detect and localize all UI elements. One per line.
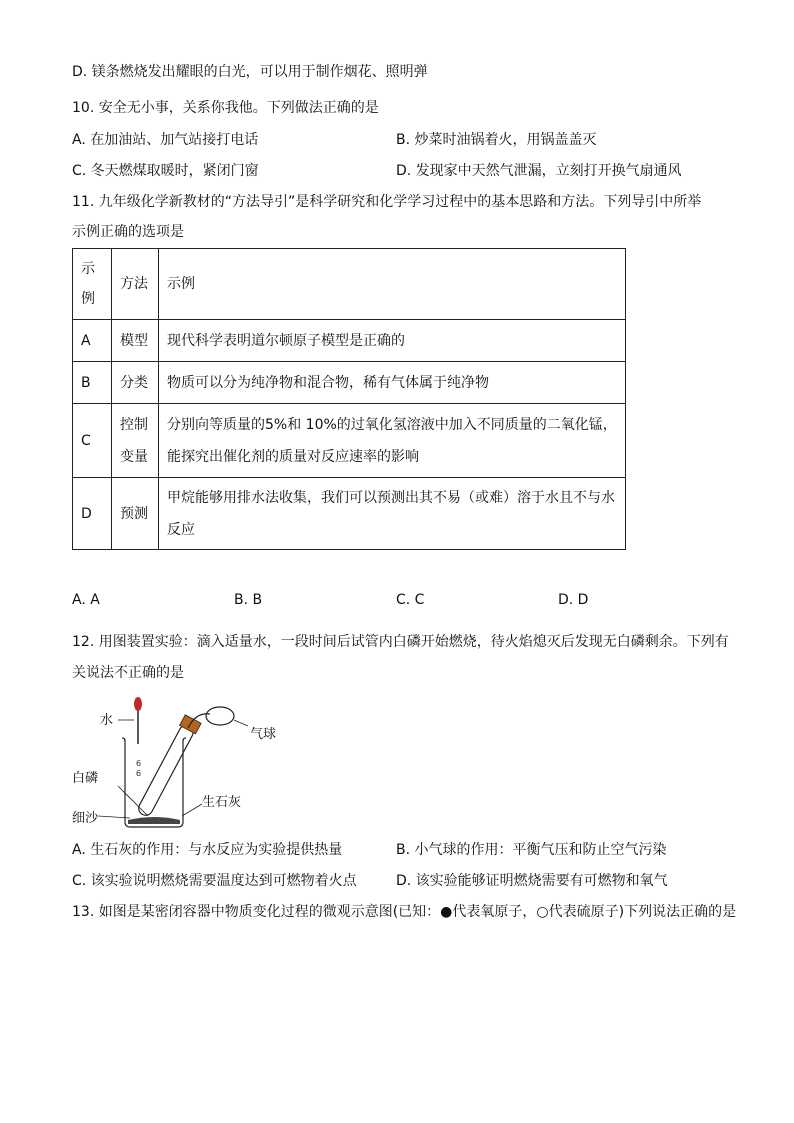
question-11-stem: 11. 九年级化学新教材的“方法导引”是科学研究和化学学习过程中的基本思路和方法。下列导引中所举 — [72, 194, 702, 210]
row-example: 物质可以分为纯净物和混合物，稀有气体属于纯净物 — [159, 362, 626, 404]
question-12-stem-cont: 关说法不正确的是 — [72, 665, 184, 681]
header-example-label: 示 例 — [73, 249, 112, 320]
row-letter: D — [73, 478, 112, 550]
label-quicklime: 生石灰 — [202, 795, 242, 810]
row-example: 甲烷能够用排水法收集，我们可以预测出其不易（或难）溶于水且不与水 反应 — [159, 478, 626, 550]
q12-option-d: D. 该实验能够证明燃烧需要有可燃物和氧气 — [396, 873, 668, 889]
row-method: 模型 — [112, 320, 159, 362]
q10-option-a: A. 在加油站、加气站接打电话 — [72, 132, 259, 148]
row-method: 分类 — [112, 362, 159, 404]
q11-option-d: D. D — [558, 592, 589, 608]
q12-option-c: C. 该实验说明燃烧需要温度达到可燃物着火点 — [72, 873, 357, 889]
row-example: 分别向等质量的5%和 10%的过氧化氢溶液中加入不同质量的二氧化锰， 能探究出催化剂的质量对反应速率的影响 — [159, 404, 626, 478]
row-letter: B — [73, 362, 112, 404]
q11-method-table — [72, 248, 626, 550]
question-13-stem: 13. 如图是某密闭容器中物质变化过程的微观示意图(已知：●代表氧原子，○代表硫原子)下列说法正确的是 — [72, 904, 737, 920]
q9-option-d: D. 镁条燃烧发出耀眼的白光，可以用于制作烟花、照明弹 — [72, 64, 428, 80]
table-header-row — [73, 249, 626, 320]
label-balloon: 气球 — [250, 727, 277, 742]
table-row — [73, 478, 626, 550]
row-letter: A — [73, 320, 112, 362]
table-row — [73, 362, 626, 404]
header-example: 示例 — [159, 249, 626, 320]
balloon — [206, 707, 234, 725]
q10-option-c: C. 冬天燃煤取暖时，紧闭门窗 — [72, 163, 259, 179]
table-row — [73, 404, 626, 478]
q11-option-a: A. A — [72, 592, 100, 608]
header-method: 方法 — [112, 249, 159, 320]
label-white-phosphorus: 白磷 — [72, 771, 99, 786]
q11-option-c: C. C — [396, 592, 425, 608]
row-letter: C — [73, 404, 112, 478]
label-sand: 细沙 — [72, 811, 99, 826]
q12-option-b: B. 小气球的作用：平衡气压和防止空气污染 — [396, 842, 667, 858]
svg-text:6: 6 — [136, 769, 142, 778]
label-water: 水 — [100, 713, 114, 728]
question-12-stem: 12. 用图装置实验：滴入适量水，一段时间后试管内白磷开始燃烧，待火焰熄灭后发现无白磷剩余。下列有 — [72, 634, 729, 650]
experiment-apparatus-figure — [70, 692, 277, 832]
row-example: 现代科学表明道尔顿原子模型是正确的 — [159, 320, 626, 362]
q10-option-d: D. 发现家中天然气泄漏，立刻打开换气扇通风 — [396, 163, 682, 179]
test-tube — [136, 723, 195, 818]
q11-option-b: B. B — [234, 592, 263, 608]
question-11-stem-cont: 示例正确的选项是 — [72, 224, 184, 240]
quicklime-layer — [128, 817, 180, 824]
row-method: 控制 变量 — [112, 404, 159, 478]
table-row — [73, 320, 626, 362]
dropper-bulb — [134, 697, 142, 711]
row-method: 预测 — [112, 478, 159, 550]
svg-text:6: 6 — [136, 759, 142, 768]
q12-option-a: A. 生石灰的作用：与水反应为实验提供热量 — [72, 842, 343, 858]
q10-option-b: B. 炒菜时油锅着火，用锅盖盖灭 — [396, 132, 597, 148]
question-10-stem: 10. 安全无小事，关系你我他。下列做法正确的是 — [72, 100, 379, 116]
